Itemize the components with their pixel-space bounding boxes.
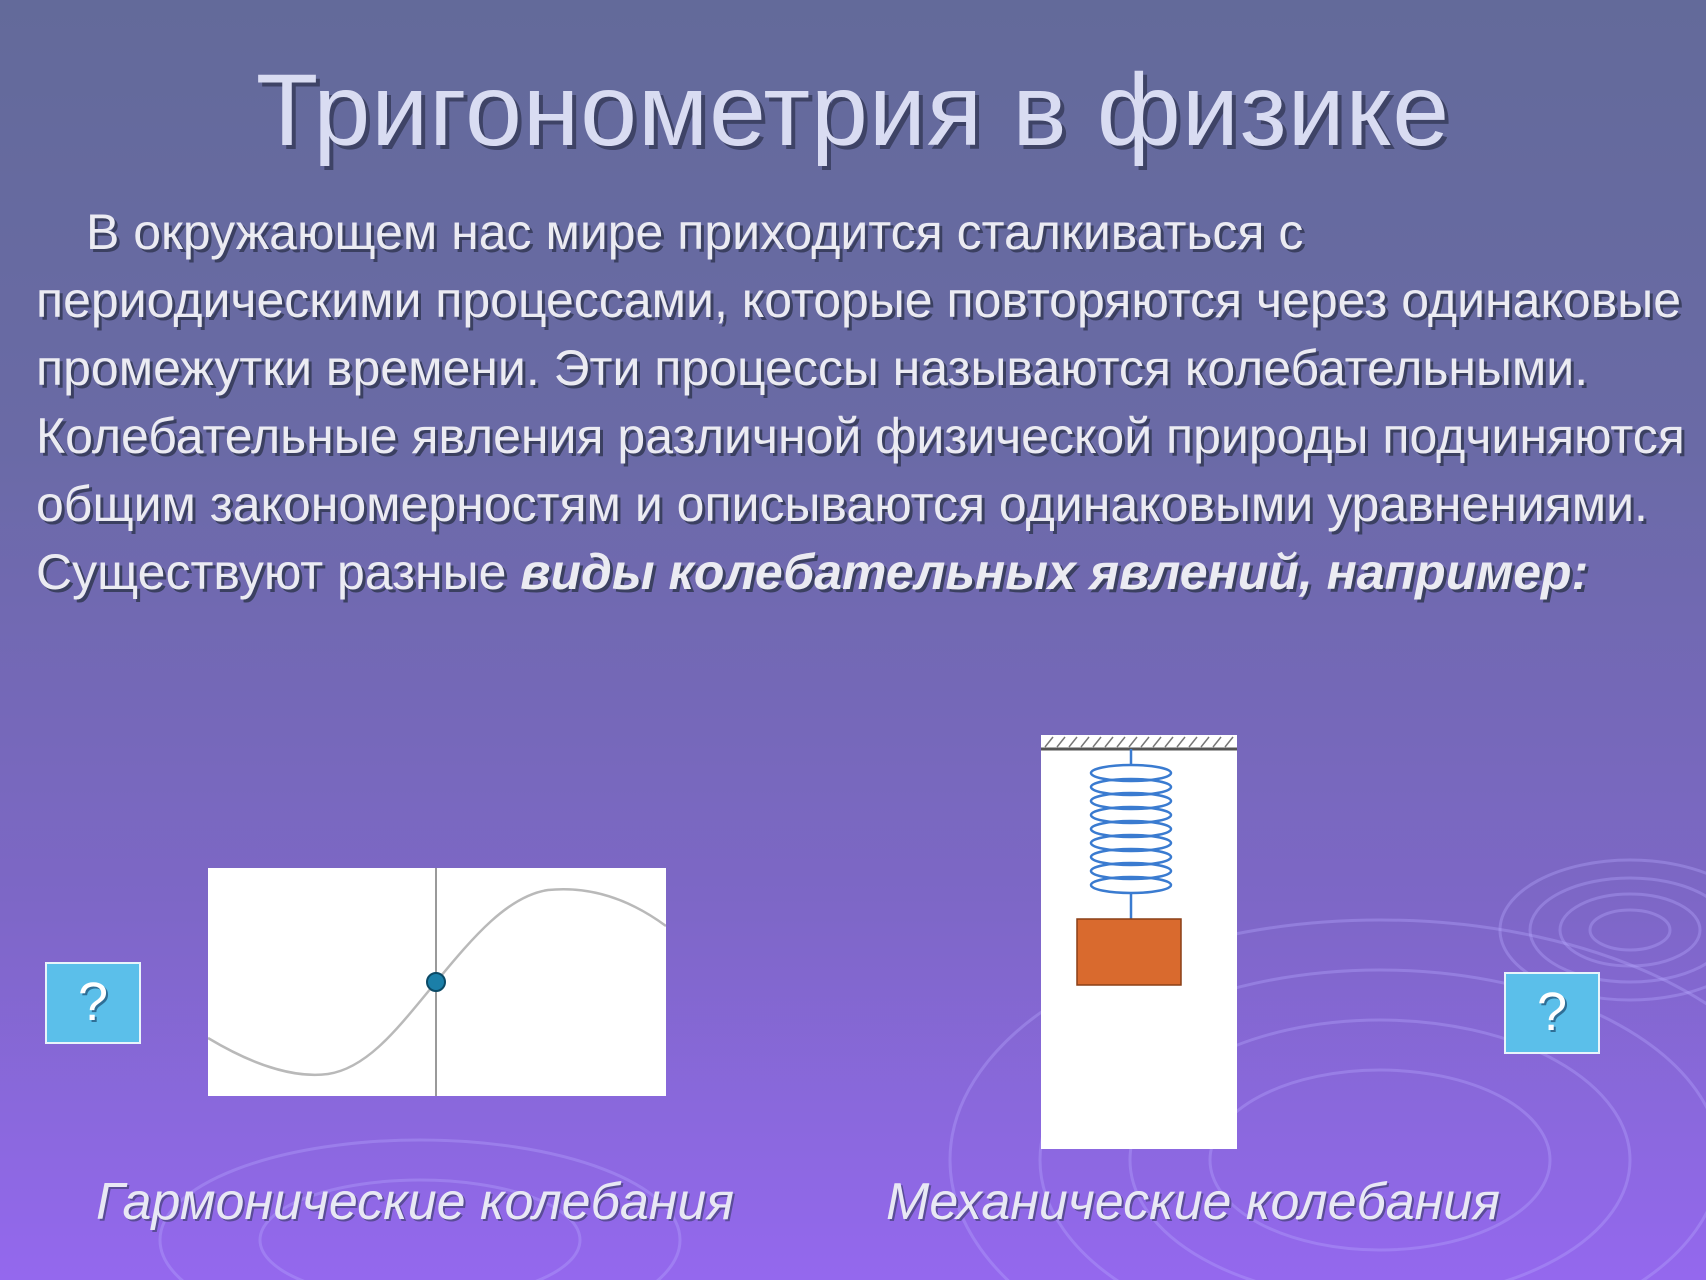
help-button-right[interactable] [1504, 972, 1600, 1054]
harmonic-illustration [208, 868, 666, 1096]
question-mark-icon: ? [1536, 982, 1568, 1042]
oscillating-point [427, 973, 445, 991]
help-button-left[interactable] [45, 962, 141, 1044]
spring [1091, 749, 1171, 919]
slide-title: Тригонометрия в физике [255, 53, 1451, 167]
sine-wave-illustration [208, 868, 666, 1096]
caption-mechanical: Механические колебания [886, 1173, 1500, 1231]
mass-block [1077, 919, 1181, 985]
intro-paragraph [36, 198, 1686, 606]
caption-harmonic: Гармонические колебания [96, 1173, 735, 1231]
paragraph-emphasis: виды колебательных явлений, например: [520, 544, 1589, 600]
ceiling-support [1041, 737, 1237, 749]
question-mark-icon: ? [77, 972, 109, 1032]
mechanical-illustration [1041, 735, 1237, 1149]
paragraph-text: В окружающем нас мире приходится сталкиваться с периодическими процессами, которые повторяются через одинаковые промежутки времени. Эти процессы называются колебательными. Колебательные явления различной физической природы подчиняются общим закономерностям и описываются одинаковыми уравнениями. Существуют разные [36, 204, 1685, 600]
spring-mass-illustration [1041, 735, 1237, 1149]
